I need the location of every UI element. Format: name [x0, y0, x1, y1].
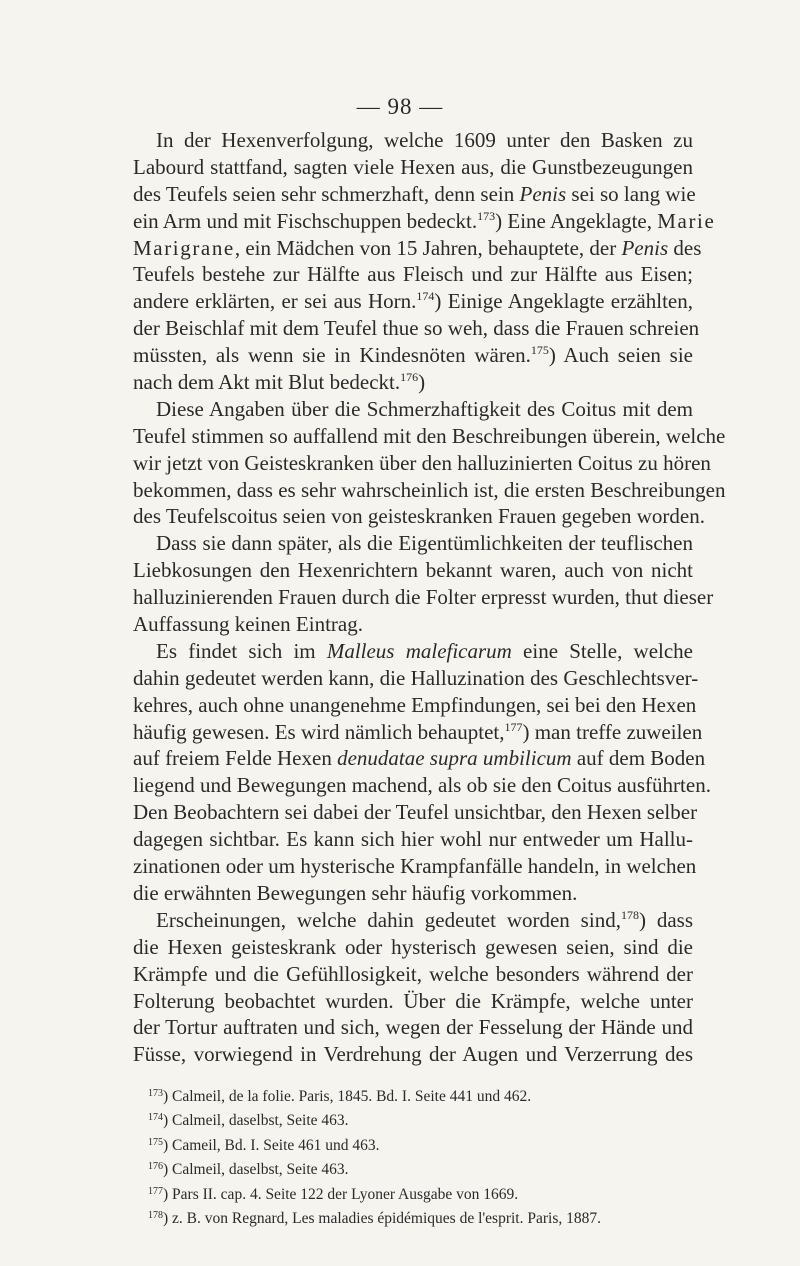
text-line — [133, 181, 696, 208]
italic-term: denudatae supra umbilicum — [337, 746, 572, 771]
footnote — [148, 1180, 693, 1204]
text-line — [133, 557, 693, 584]
text-line — [133, 907, 693, 934]
text-run: Diese Angaben über die Schmerzhaftigkeit des Coitus mit dem — [156, 396, 693, 421]
text-run: halluzinierenden Frauen durch die Folter erpresst wurden, thut dieser — [133, 585, 714, 610]
text-run: auf dem Boden — [571, 746, 706, 771]
footnote-text: ) Pars II. cap. 4. Seite 122 der Lyoner Ausgabe von 1669. — [163, 1185, 519, 1203]
page-number: — 98 — — [356, 94, 444, 119]
text-run: Krämpfe und die Gefühllosigkeit, welche besonders während der — [133, 961, 693, 986]
text-run: Erscheinungen, welche dahin gedeutet worden sind, — [156, 907, 621, 932]
text-run: Liebkosungen den Hexenrichtern bekannt waren, auch von nicht — [133, 558, 693, 583]
footnotes — [148, 1082, 693, 1228]
text-run: eine Stelle, welche — [511, 638, 693, 663]
text-line — [133, 477, 726, 504]
footnote — [148, 1204, 693, 1228]
text-run: ) — [418, 370, 426, 395]
footnote-number: 178 — [148, 1209, 163, 1221]
italic-term: Penis — [621, 235, 669, 260]
text-line — [133, 826, 693, 853]
text-line — [133, 880, 693, 907]
text-run: des — [668, 235, 702, 260]
text-line — [133, 611, 693, 638]
text-line — [133, 342, 693, 369]
person-name: Marie — [657, 208, 716, 233]
text-run: Folterung beobachtet wurden. Über die Krämpfe, welche unter — [133, 988, 693, 1013]
text-run: Es findet sich im — [156, 638, 327, 663]
text-line — [133, 235, 702, 262]
text-run: Den Beobachtern sei dabei der Teufel unsichtbar, den Hexen selber — [133, 800, 698, 825]
text-run: Teufels bestehe zur Hälfte aus Fleisch und zur Hälfte aus Eisen; — [133, 262, 693, 287]
footnote — [148, 1155, 693, 1179]
footnote-ref: 177 — [504, 719, 523, 734]
footnote-number: 176 — [148, 1161, 163, 1173]
text-run: häufig gewesen. Es wird nämlich behauptet, — [133, 719, 505, 744]
text-line — [133, 772, 711, 799]
text-line — [133, 584, 714, 611]
text-run: ein Arm und mit Fischschuppen bedeckt. — [133, 208, 478, 233]
footnote-text: ) Calmeil, daselbst, Seite 463. — [163, 1161, 349, 1179]
text-line — [133, 719, 703, 746]
text-line — [133, 799, 698, 826]
footnote-text: ) Calmeil, de la folie. Paris, 1845. Bd. I. Seite 441 und 462. — [163, 1088, 532, 1105]
text-run: auf freiem Felde Hexen — [133, 746, 338, 771]
text-line — [133, 692, 697, 719]
footnote — [148, 1082, 693, 1106]
text-run: ) Auch seien sie — [548, 343, 694, 368]
text-run: Dass sie dann später, als die Eigentümlichkeiten der teuflischen — [156, 531, 693, 556]
text-run: Teufel stimmen so auffallend mit den Beschreibungen überein, welche — [133, 423, 726, 448]
text-run: dagegen sichtbar. Es kann sich hier wohl nur entweder um Hallu- — [133, 827, 693, 852]
text-run: Labourd stattfand, sagten viele Hexen aus, die Gunstbezeugungen — [133, 154, 693, 179]
footnote-number: 173 — [148, 1088, 163, 1099]
text-run: andere erklärten, er sei aus Horn. — [133, 289, 417, 314]
text-line — [133, 288, 693, 315]
footnote-ref: 174 — [416, 289, 435, 304]
text-line — [133, 1041, 693, 1068]
footnote-text: ) z. B. von Regnard, Les maladies épidémiques de l'esprit. Paris, 1887. — [163, 1209, 601, 1227]
main-text — [133, 127, 726, 1068]
text-line — [133, 638, 693, 665]
text-run: kehres, auch ohne unangenehme Empfindungen, sei bei den Hexen — [133, 692, 697, 717]
text-line — [133, 665, 699, 692]
text-line — [133, 396, 693, 423]
text-line — [133, 154, 693, 181]
footnote-ref: 173 — [477, 208, 496, 223]
footnote — [148, 1106, 693, 1130]
text-run: des Teufelscoitus seien von geisteskranken Frauen gegeben worden. — [133, 504, 705, 529]
text-line — [133, 315, 700, 342]
text-run: In der Hexenverfolgung, welche 1609 unter den Basken zu — [156, 128, 693, 152]
text-run: des Teufels seien sehr schmerzhaft, denn sein — [133, 181, 520, 206]
text-line — [133, 261, 693, 288]
text-run: dahin gedeutet werden kann, die Halluzination des Geschlechtsver- — [133, 665, 699, 690]
text-run: die erwähnten Bewegungen sehr häufig vorkommen. — [133, 880, 578, 905]
text-line — [133, 369, 693, 396]
footnote-number: 174 — [148, 1112, 163, 1124]
text-run: müssten, als wenn sie in Kindesnöten wären. — [133, 343, 531, 368]
text-line — [133, 745, 706, 772]
text-run: ) Eine Angeklagte, — [495, 208, 658, 233]
footnote-ref: 175 — [530, 343, 549, 358]
text-run: liegend und Bewegungen machend, als ob sie den Coitus ausführten. — [133, 773, 711, 798]
text-run: ) man treffe zuweilen — [522, 719, 703, 744]
text-run: der Beischlaf mit dem Teufel thue so weh, dass die Frauen schreien — [133, 316, 700, 341]
footnote-ref: 178 — [620, 907, 639, 922]
text-line — [133, 1014, 693, 1041]
footnote-text: ) Cameil, Bd. I. Seite 461 und 463. — [163, 1136, 380, 1154]
text-run: nach dem Akt mit Blut bedeckt. — [133, 370, 401, 395]
text-line — [133, 127, 693, 154]
text-run: ) Einige Angeklagte erzählten, — [434, 289, 693, 314]
footnote-text: ) Calmeil, daselbst, Seite 463. — [163, 1112, 349, 1130]
footnote-number: 177 — [148, 1185, 163, 1197]
text-run: , ein Mädchen von 15 Jahren, behauptete, der — [234, 235, 622, 260]
text-line — [133, 853, 697, 880]
italic-term: Malleus maleficarum — [326, 638, 512, 663]
text-line — [133, 450, 711, 477]
text-line — [133, 988, 693, 1015]
text-run: ) dass — [638, 907, 693, 932]
text-run: sei so lang wie — [566, 181, 696, 206]
text-run: der Tortur auftraten und sich, wegen der Fesselung der Hände und — [133, 1015, 693, 1040]
text-line — [133, 934, 693, 961]
footnote-ref: 176 — [400, 370, 419, 385]
text-line — [133, 423, 726, 450]
text-run: zinationen oder um hysterische Krampfanfälle handeln, in welchen — [133, 854, 697, 879]
text-line — [133, 530, 693, 557]
text-line — [133, 961, 693, 988]
text-run: Füsse, vorwiegend in Verdrehung der Augen und Verzerrung des — [133, 1042, 693, 1067]
person-name: Marigrane — [133, 235, 235, 260]
footnote-number: 175 — [148, 1136, 163, 1148]
text-line — [133, 208, 716, 235]
text-line — [133, 503, 705, 530]
text-run: die Hexen geisteskrank oder hysterisch gewesen seien, sind die — [133, 934, 693, 959]
footnote — [148, 1131, 693, 1155]
italic-term: Penis — [519, 181, 567, 206]
text-run: Auffassung keinen Eintrag. — [133, 612, 363, 637]
text-run: wir jetzt von Geisteskranken über den halluzinierten Coitus zu hören — [133, 450, 711, 475]
text-run: bekommen, dass es sehr wahrscheinlich ist, die ersten Beschreibungen — [133, 477, 726, 502]
